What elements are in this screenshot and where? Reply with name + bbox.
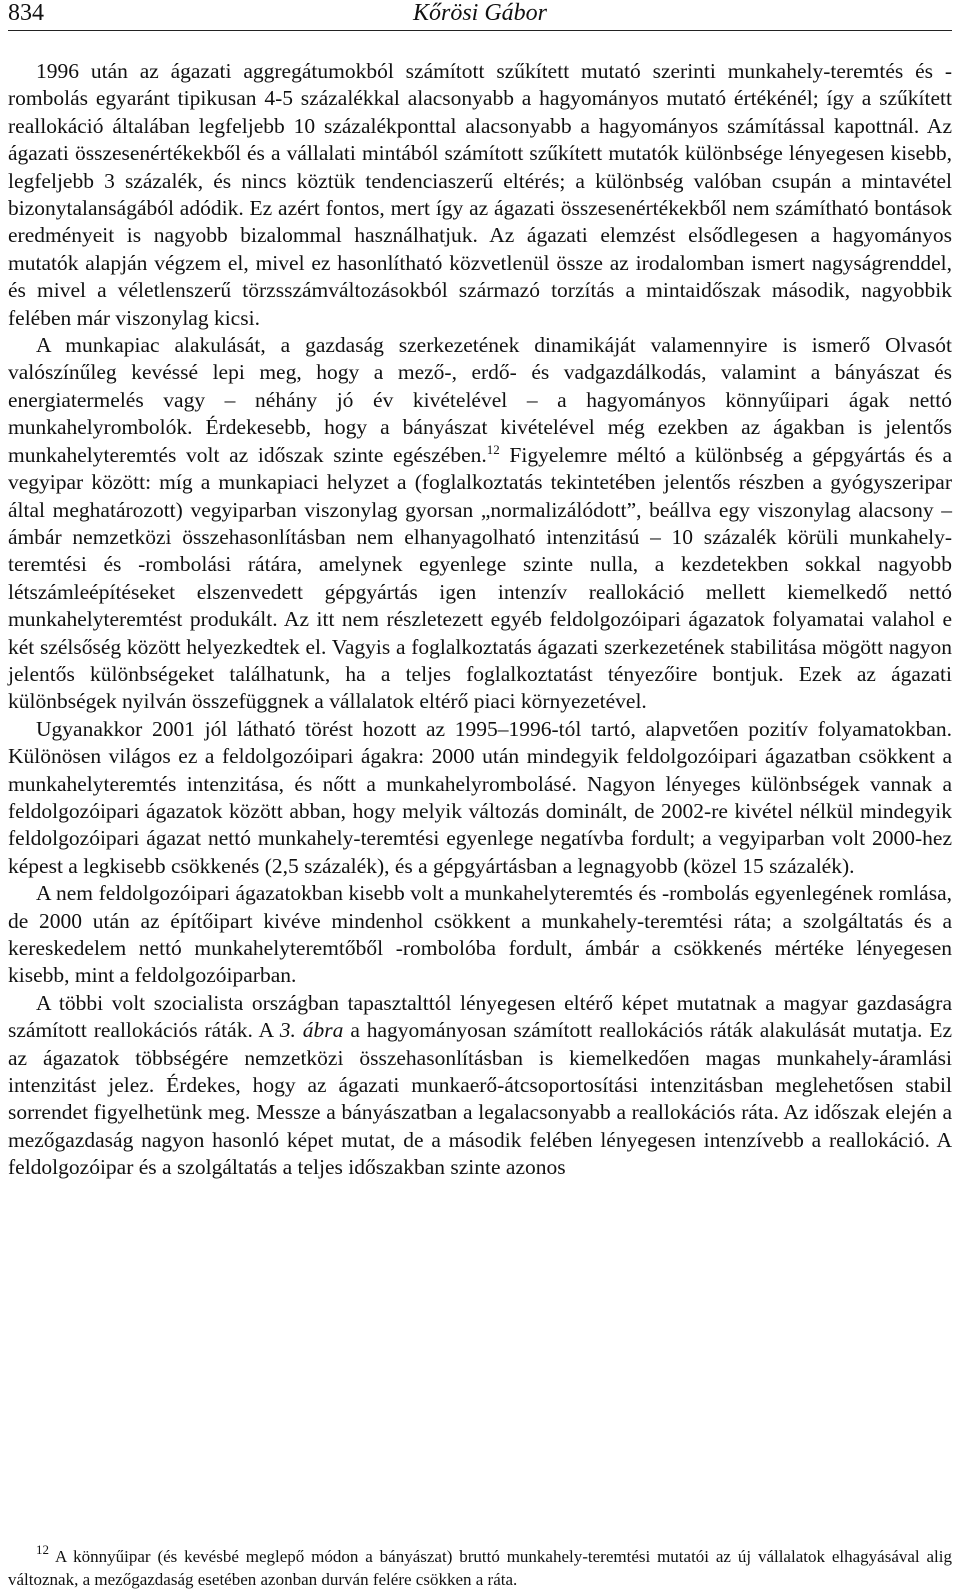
figure-reference[interactable]: 3. ábra [279, 1018, 344, 1043]
running-author: Kőrösi Gábor [412, 0, 548, 26]
footnote-reference[interactable]: 12 [486, 441, 500, 457]
paragraph-5-lead: A többi volt szocialista országban tapasztalttól lényegesen eltérő képet mutatnak a magyar gazdaságra számított reallokációs ráták. A [8, 990, 952, 1043]
footnote [8, 1542, 952, 1591]
paragraph-4: A nem feldolgozóipari ágazatokban kisebb volt a munkahelyteremtés és -rombolás egyenlegének romlása, de 2000 után az építőipart kivéve mindenhol csökkent a munkahely-teremtési ráta; a szolgáltatás és a kereskedelem nettó munkahelyteremtőből -rombolóba fordult, ámbár a csökkenés mértéke lényegesen kisebb, mint a feldolgozóiparban. [8, 881, 952, 988]
paragraph-1: 1996 után az ágazati aggregátumokból számított szűkített mutató szerinti munkahely-teremtés és -rombolás egyaránt tipikusan 4-5 százalékkal alacsonyabb a hagyományos mutató értékénél; így a szűkített reallokáció általában legfeljebb 10 százalékponttal alacsonyabb a hagyományos számítással kapottnál. Az ágazati összesenértékekből és a vállalati mintából számított szűkített mutatók különbsége lényegesen kisebb, legfeljebb 3 százalék, és nincs köztük tendenciaszerű eltérés; a különbség valóban csupán a mintavétel bizonytalanságából adódik. Ez azért fontos, mert így az ágazati összesenértékekből nem számítható bontások eredményeit is nagyobb bizalommal használhatjuk. Az ágazati elemzést elsődlegesen a hagyományos mutatók alapján végzem el, mivel ez hasonlítható közvetlenül össze az irodalomban ismert nagyságrenddel, és mivel a véletlenszerű törzsszámváltozásokból származó torzítás a mintaidőszak második, nagyobbik felében már viszonylag kicsi. [8, 59, 952, 330]
page-number: 834 [8, 0, 44, 26]
body-text [8, 58, 952, 1182]
footnote-number: 12 [36, 1542, 49, 1557]
running-header [8, 0, 952, 31]
paragraph-2-lead: A munkapiac alakulását, a gazdaság szerkezetének dinamikáját valamennyire is ismerő Olvasót valószínűleg kevéssé lepi meg, hogy a mező-, erdő- és vadgazdálkodás, valamint a bányászat és energiatermelés vagy – néhány jó év kivételével – a hagyományos könnyűipari ágak nettó munkahelyrombolók. Érdekesebb, hogy a bányászat kivételével még ezekben az ágakban is jelentős munkahelyteremtés volt az időszak szinte egészében. [8, 333, 952, 467]
paragraph-2 [8, 332, 952, 716]
paragraph-5-rest: a hagyományosan számított reallokációs ráták alakulását mutatja. Ez az ágazatok többségére nemzetközi összehasonlításban is kiemelkedően magas munkahely-áramlási intenzitást jelez. Érdekes, hogy az ágazati munkaerő-átcsoportosítási intenzitásban meglehetősen stabil sorrendet figyelhetünk meg. Messze a bányászatban a legalacsonyabb a reallokációs ráta. Az időszak elején a mezőgazdaság nagyon hasonló képet mutat, de a második felében lényegesen intenzívebb a reallokáció. A feldolgozóipar és a szolgáltatás a teljes időszakban szinte azonos [8, 1018, 953, 1180]
paragraph-3: Ugyanakkor 2001 jól látható törést hozott az 1995–1996-tól tartó, alapvetően pozitív folyamatokban. Különösen világos ez a feldolgozóipari ágakra: 2000 után mindegyik feldolgozóipari ágazatban csökkent a munkahelyteremtés intenzitása, és nőtt a munkahelyrombolásé. Nagyon lényeges különbségek vannak a feldolgozóipari ágazatok között abban, hogy melyik változás dominált, de 2002-re kivétel nélkül mindegyik feldolgozóipari ágazat nettó munkahely-teremtési egyenlege negatívba fordult; a vegyiparban volt 2000-hez képest a legkisebb csökkenés (2,5 százalék), és a gépgyártásban a legnagyobb (közel 15 százalék). [8, 716, 952, 878]
document-page [8, 0, 952, 1592]
paragraph-5 [8, 990, 952, 1182]
paragraph-2-rest: Figyelemre méltó a különbség a gépgyártás és a vegyipar között: míg a munkapiaci helyzet a (foglalkoztatás tekintetében jelentős részben a gyógyszeripar által meghatározott) vegyiparban viszonylag gyorsan „normalizálódott”, beállva egy viszonylag alacsony – ámbár nemzetközi összehasonlításban nem elhanyagolható intenzitású – 10 százalék körüli munkahely-teremtési és -rombolási rátára, amelynek egyenlege szinte nulla, a kezdetekben sokkal nagyobb létszámleépítéseket elszenvedett gépgyártás igen intenzív reallokáció mellett kiemelkedő nettó munkahelyteremtést produkált. Az itt nem részletezett egyéb feldolgozóipari ágazatok folyamatai valahol e két szélsőség között helyezkedtek el. Vagyis a foglalkoztatás ágazati szerkezetének stabilitása mögött nagyon jelentős különbségeket találhatunk, ha a teljes foglalkoztatást tényezőire bontjuk. Ezek az ágazati különbségek nyilván összefüggnek a vállalatok eltérő piaci környezetével. [8, 442, 953, 714]
footnote-text: A könnyűipar (és kevésbé meglepő módon a bányászat) bruttó munkahely-teremtési mutatói az új vállalatok elhagyásával alig változnak, a mezőgazdaság esetében azonban durván felére csökken a ráta. [8, 1547, 952, 1589]
